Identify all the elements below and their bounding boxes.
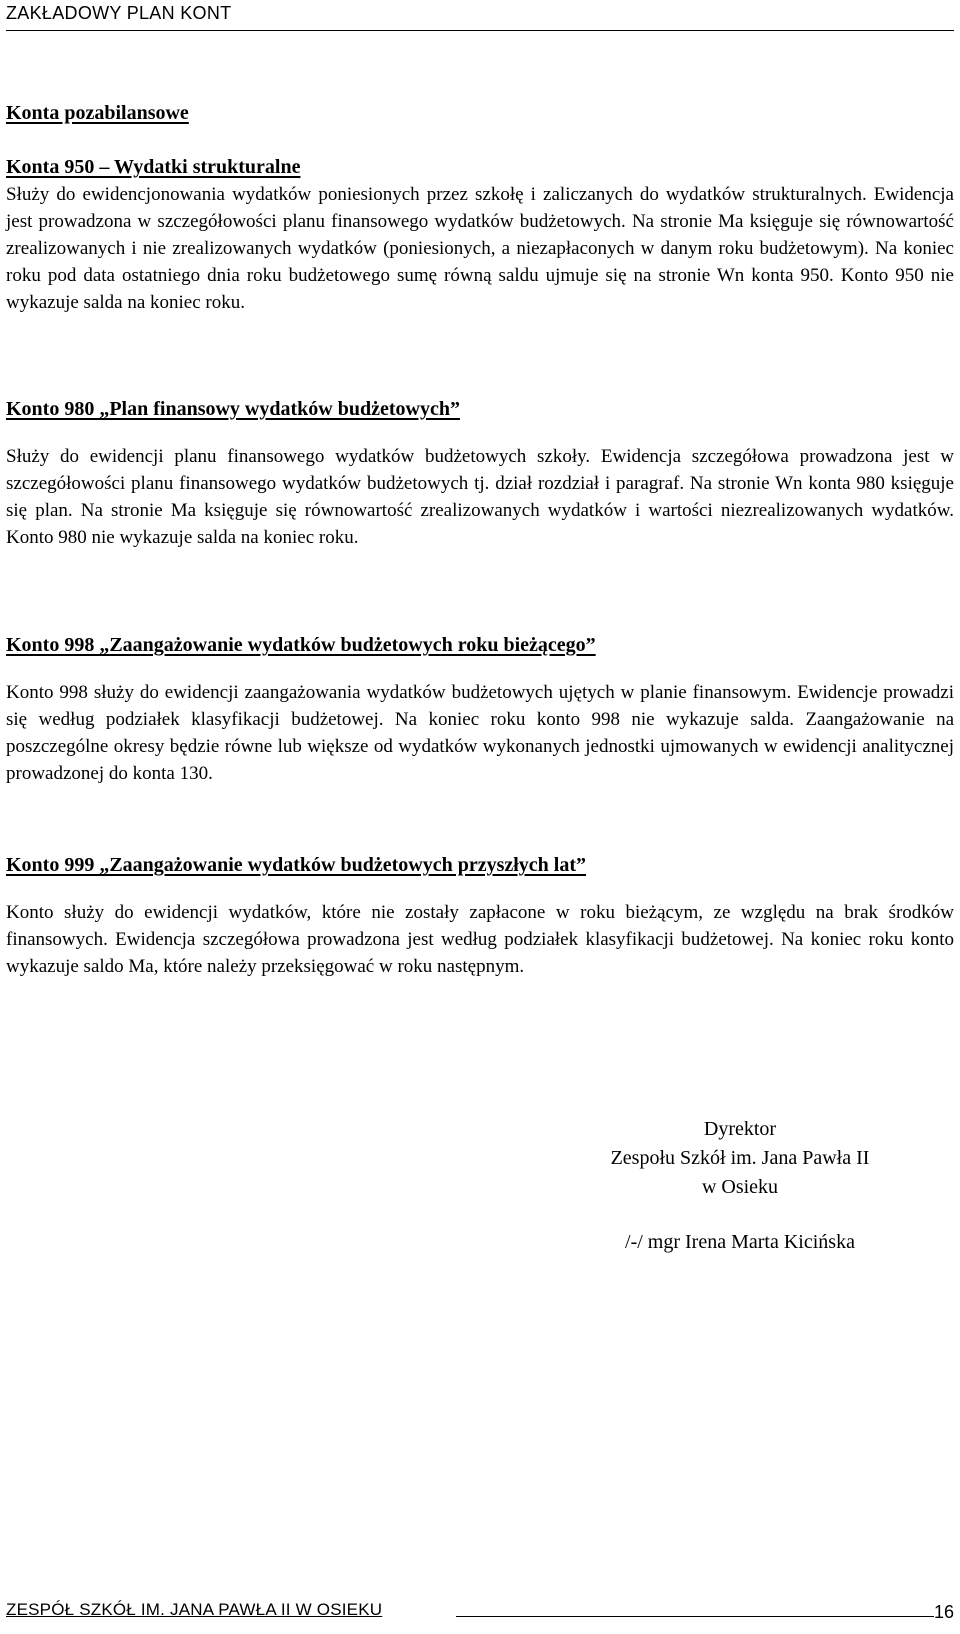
section-konto-950 — [6, 154, 954, 316]
section-paragraph: Służy do ewidencjonowania wydatków poniesionych przez szkołę i zaliczanych do wydatków strukturalnych. Ewidencja jest prowadzona w szczegółowości planu finansowego wydatków budżetowych. Na stronie Ma księguje się równowartość zrealizowanych i nie zrealizowanych wydatków (poniesionych, a niezapłaconych w danym roku budżetowym). Na koniec roku pod data ostatniego dnia roku budżetowego sumę równą saldu ujmuje się na stronie Wn konta 950. Konto 950 nie wykazuje salda na koniec roku. — [6, 184, 954, 313]
section-paragraph: Konto 998 służy do ewidencji zaangażowania wydatków budżetowych ujętych w planie finansowym. Ewidencje prowadzi się według podziałek klasyfikacji budżetowej. Na koniec roku konto 998 nie wykazuje salda. Zaangażowanie na poszczególne okresy będzie równe lub większe od wydatków wykonanych jednostki ujmowanych w ewidencji analitycznej prowadzonej do konta 130. — [6, 682, 954, 784]
section-paragraph: Służy do ewidencji planu finansowego wydatków budżetowych szkoły. Ewidencja szczegółowa prowadzona jest w szczegółowości planu finansowego wydatków budżetowych tj. dział rozdział i paragraf. Na stronie Wn konta 980 księguje się plan. Na stronie Ma księguje się równowartość zrealizowanych wydatków i wartości niezrealizowanych wydatków. Konto 980 nie wykazuje salda na koniec roku. — [6, 446, 954, 548]
footer-text: ZESPÓŁ SZKÓŁ IM. JANA PAWŁA II W OSIEKU — [6, 1600, 383, 1619]
running-header — [6, 0, 954, 31]
header-title: ZAKŁADOWY PLAN KONT — [6, 3, 232, 23]
footer-rule — [456, 1616, 934, 1617]
section-konto-980 — [6, 396, 954, 551]
section-pozabilansowe — [6, 100, 954, 127]
section-heading: Konta pozabilansowe — [6, 102, 189, 124]
signature-title: Dyrektor — [703, 1118, 777, 1140]
section-paragraph: Konto służy do ewidencji wydatków, które nie zostały zapłacone w roku bieżącym, ze względu na brak środków finansowych. Ewidencja szczegółowa prowadzona jest według podziałek klasyfikacji budżetowej. Na koniec roku konto wykazuje saldo Ma, które należy przeksięgować w roku następnym. — [6, 902, 954, 977]
running-footer — [6, 1588, 954, 1624]
signature-name: /-/ mgr Irena Marta Kicińska — [625, 1231, 855, 1253]
signature-block — [560, 1115, 920, 1257]
section-heading: Konta 950 – Wydatki strukturalne — [6, 156, 301, 178]
signature-institution: Zespołu Szkół im. Jana Pawła II — [610, 1147, 870, 1169]
signature-location: w Osieku — [701, 1176, 779, 1198]
section-heading: Konto 980 „Plan finansowy wydatków budżetowych” — [6, 398, 460, 420]
section-heading: Konto 998 „Zaangażowanie wydatków budżetowych roku bieżącego” — [6, 634, 596, 656]
section-konto-999 — [6, 852, 954, 980]
page-number: 16 — [933, 1602, 954, 1622]
section-heading: Konto 999 „Zaangażowanie wydatków budżetowych przyszłych lat” — [6, 854, 587, 876]
section-konto-998 — [6, 632, 954, 787]
